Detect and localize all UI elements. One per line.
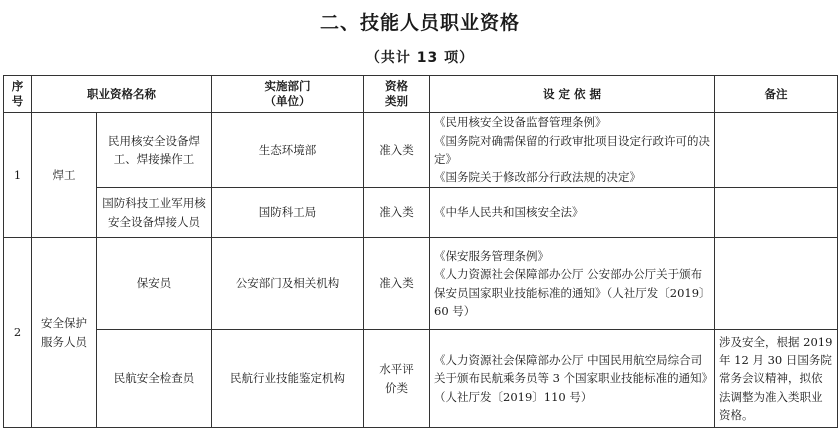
basis-line: 《国务院对确需保留的行政审批项目设定行政许可的决定》 [434, 133, 710, 166]
dept-cell: 国防科工局 [212, 188, 364, 238]
sub-name-cell: 民航安全检查员 [97, 330, 212, 428]
basis-line: 《民用核安全设备监督管理条例》 [434, 115, 607, 130]
basis-cell [430, 188, 715, 238]
header-seq: 序号 [4, 76, 32, 113]
seq-cell: 2 [4, 238, 32, 428]
basis-line: 《保安服务管理条例》 [434, 248, 549, 263]
basis-line: 《国务院关于修改部分行政法规的决定》 [434, 170, 641, 185]
dept-cell: 生态环境部 [212, 113, 364, 188]
basis-cell [430, 113, 715, 188]
header-basis: 设 定 依 据 [430, 76, 715, 113]
remark-cell: 涉及安全，根据 2019 年 12 月 30 日国务院常务会议精神，拟依法调整为准入类职业资格。 [715, 330, 838, 428]
header-dept: 实施部门 （单位） [212, 76, 364, 113]
category-cell: 水平评价类 [364, 330, 430, 428]
remark-cell [715, 238, 838, 330]
table-row [4, 238, 838, 330]
qualification-name-cell: 安全保护服务人员 [32, 238, 97, 428]
page-title: 二、技能人员职业资格 [319, 12, 520, 34]
sub-name-cell: 保安员 [97, 238, 212, 330]
table-header-row [4, 76, 838, 113]
basis-line: 《人力资源社会保障部办公厅 公安部办公厅关于颁布保安员国家职业技能标准的通知》（人社厅发〔2019〕60 号） [434, 267, 705, 318]
qualification-name-cell: 焊工 [32, 113, 97, 238]
category-cell: 准入类 [364, 113, 430, 188]
sub-name-cell: 国防科技工业军用核安全设备焊接人员 [97, 188, 212, 238]
remark-cell [715, 188, 838, 238]
category-cell: 准入类 [364, 188, 430, 238]
basis-line: 《中华人民共和国核安全法》 [434, 205, 584, 220]
header-category: 资格 类别 [364, 76, 430, 113]
seq-cell: 1 [4, 113, 32, 238]
basis-line: 《人力资源社会保障部办公厅 中国民用航空局综合司关于颁布民航乘务员等 3 个国家职业技能标准的通知》（人社厅发〔2019〕110 号） [434, 352, 708, 404]
dept-cell: 民航行业技能鉴定机构 [212, 330, 364, 428]
sub-name-cell: 民用核安全设备焊工、焊接操作工 [97, 113, 212, 188]
basis-cell [430, 238, 715, 330]
table-row [4, 330, 838, 428]
header-remark: 备注 [715, 76, 838, 113]
remark-cell [715, 113, 838, 188]
dept-cell: 公安部门及相关机构 [212, 238, 364, 330]
table-row [4, 113, 838, 188]
table-row [4, 188, 838, 238]
category-cell: 准入类 [364, 238, 430, 330]
header-name: 职业资格名称 [32, 76, 212, 113]
basis-cell [430, 330, 715, 428]
page-subtitle: （共计 13 项） [365, 50, 475, 66]
qualification-table [3, 75, 838, 428]
